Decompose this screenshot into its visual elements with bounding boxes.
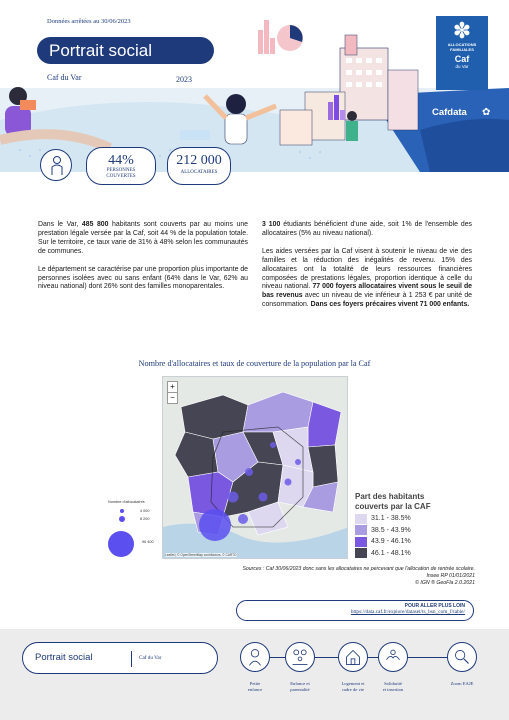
header-banner — [0, 0, 509, 172]
bubble-value-small: 4 000 — [140, 509, 150, 513]
bubble-legend — [104, 500, 160, 560]
legend-label: 38.5 - 43.9% — [371, 526, 411, 534]
bubble-legend-title: Nombre d'allocataires — [108, 500, 145, 504]
legend-label: 31.1 - 38.5% — [371, 515, 411, 522]
legend-row — [355, 513, 475, 524]
allocataires-stat — [167, 147, 231, 185]
footer-separator — [131, 651, 132, 667]
page-year: 2023 — [176, 75, 192, 84]
map-frame[interactable] — [162, 376, 348, 559]
coverage-stat — [86, 147, 156, 185]
sources — [242, 566, 475, 586]
legend-title-1: Part des habitants — [355, 492, 425, 501]
logo-dept: du Var — [455, 64, 469, 70]
coverage-label-1: PERSONNES — [106, 168, 136, 173]
bubble-value-medium: 8 200 — [140, 517, 150, 521]
choropleth-legend — [355, 492, 475, 559]
logo-caf: Caf — [454, 54, 470, 65]
text-column-right — [262, 221, 472, 319]
footer — [0, 629, 509, 720]
theme-label: Zoom EAJE — [450, 681, 474, 686]
coverage-value: 44% — [108, 153, 134, 168]
choropleth-map[interactable] — [163, 377, 348, 559]
theme-label: Petite — [249, 681, 261, 686]
map-zoom-control[interactable] — [167, 381, 178, 404]
legend-label: 43.9 - 46.1% — [371, 538, 411, 545]
bubble-legend-circles — [104, 500, 160, 560]
bubble-value-large: 96 400 — [142, 540, 154, 544]
legend-swatch — [355, 514, 367, 524]
paragraph-households: Le département se caractérise par une proportion plus importante de personnes isolées avec ou sans enfant (64% dans le Var, 62% au niveau national) dont 26% sont des familles monoparentales. — [38, 265, 248, 291]
text-column-left — [38, 221, 248, 301]
source-line-3: © IGN ® GeoFla 2.0.2021 — [415, 579, 475, 586]
legend-swatch — [355, 548, 367, 558]
zoom-in-button[interactable]: + — [168, 382, 177, 393]
zoom-icon[interactable] — [447, 642, 477, 672]
footer-title-pill — [22, 642, 218, 674]
theme-label: et insertion — [382, 686, 404, 692]
page-subtitle: Caf du Var — [47, 73, 82, 82]
person-icon-circle — [40, 149, 72, 181]
theme-label: parentalité — [290, 686, 310, 692]
footer-title: Portrait social — [35, 652, 93, 663]
data-date: Données arrêtées au 30/06/2023 — [47, 18, 131, 25]
legend-row — [355, 536, 475, 547]
legend-row — [355, 548, 475, 559]
further-link-box[interactable] — [236, 600, 474, 621]
cafdata-logo[interactable]: Cafdata — [432, 107, 467, 118]
zoom-out-button[interactable]: − — [170, 393, 175, 402]
footer-subtitle: Caf du Var — [139, 655, 162, 661]
theme-label: cadre de vie — [341, 686, 365, 692]
allocataires-label: ALLOCATAIRES — [180, 170, 218, 175]
further-link-title: POUR ALLER PLUS LOIN — [404, 603, 465, 609]
caf-logo[interactable] — [436, 16, 488, 90]
hands-icon[interactable] — [378, 642, 408, 672]
header-illustration — [0, 0, 509, 172]
paragraph-students: 3 100 étudiants bénéficient d'une aide, soit 1% de l'ensemble des allocataires (5% au niveau national). — [262, 221, 472, 237]
legend-label: 46.1 - 48.1% — [371, 549, 411, 557]
legend-swatch — [355, 525, 367, 535]
source-line-1: Sources : Caf 30/06/2023 donc sans les allocataires ne percevant que l'allocation de rentrée scolaire. — [242, 566, 475, 572]
map-attribution[interactable]: Leaflet | © OpenStreetMap contributors, © CARTO — [165, 553, 237, 557]
logo-line1: ALLOCATIONS — [447, 42, 477, 47]
theme-link[interactable] — [363, 642, 423, 692]
theme-label: Enfance et — [290, 681, 310, 686]
page-title: Portrait social — [37, 37, 214, 64]
allocataires-value: 212 000 — [176, 153, 222, 168]
paragraph-income: Les aides versées par la Caf visent à soutenir le niveau de vie des familles et la réduction des inégalités de revenu. 15% des allocataires ont la totalité de leurs ressources financières composées de prestations légales, proportion identique à celle du niveau national. 77 000 foyers allocataires vivent sous le seuil de bas revenus avec un niveau de vie inférieur à 1 253 € par unité de consommation. Dans ces foyers précaires vivent 71 000 enfants. — [262, 247, 472, 309]
legend-title-2: couverts par la CAF — [355, 501, 431, 511]
theme-link[interactable] — [432, 642, 492, 687]
theme-label: Solidarité — [384, 681, 402, 686]
person-icon — [41, 150, 73, 182]
cafdata-flower-icon: ✿ — [482, 107, 491, 118]
map-title: Nombre d'allocataires et taux de couverture de la population par la Caf — [138, 359, 371, 368]
legend-swatch — [355, 537, 367, 547]
family-logo-icon: ✽ — [452, 18, 472, 43]
theme-label: enfance — [247, 686, 263, 692]
paragraph-coverage: Dans le Var, 485 800 habitants sont couverts par au moins une prestation légale versée par la Caf, soit 44 % de la population totale. Sur le territoire, ce taux varie de 31% à 48% selon les communautés de communes. — [38, 221, 249, 255]
logo-line2: FAMILIALES — [450, 46, 474, 52]
further-link-url[interactable]: https://data.caf.fr/explore/dataset/ts_bsn_com_f/table/ — [350, 609, 465, 615]
theme-label: Logement et — [341, 681, 365, 686]
legend-row — [355, 525, 475, 536]
source-line-2: Insee RP 01/01/2021 — [426, 572, 475, 579]
baby-icon[interactable] — [240, 642, 270, 672]
theme-link[interactable] — [270, 642, 330, 692]
coverage-label-2: COUVERTES — [106, 173, 136, 179]
family-icon[interactable] — [285, 642, 315, 672]
